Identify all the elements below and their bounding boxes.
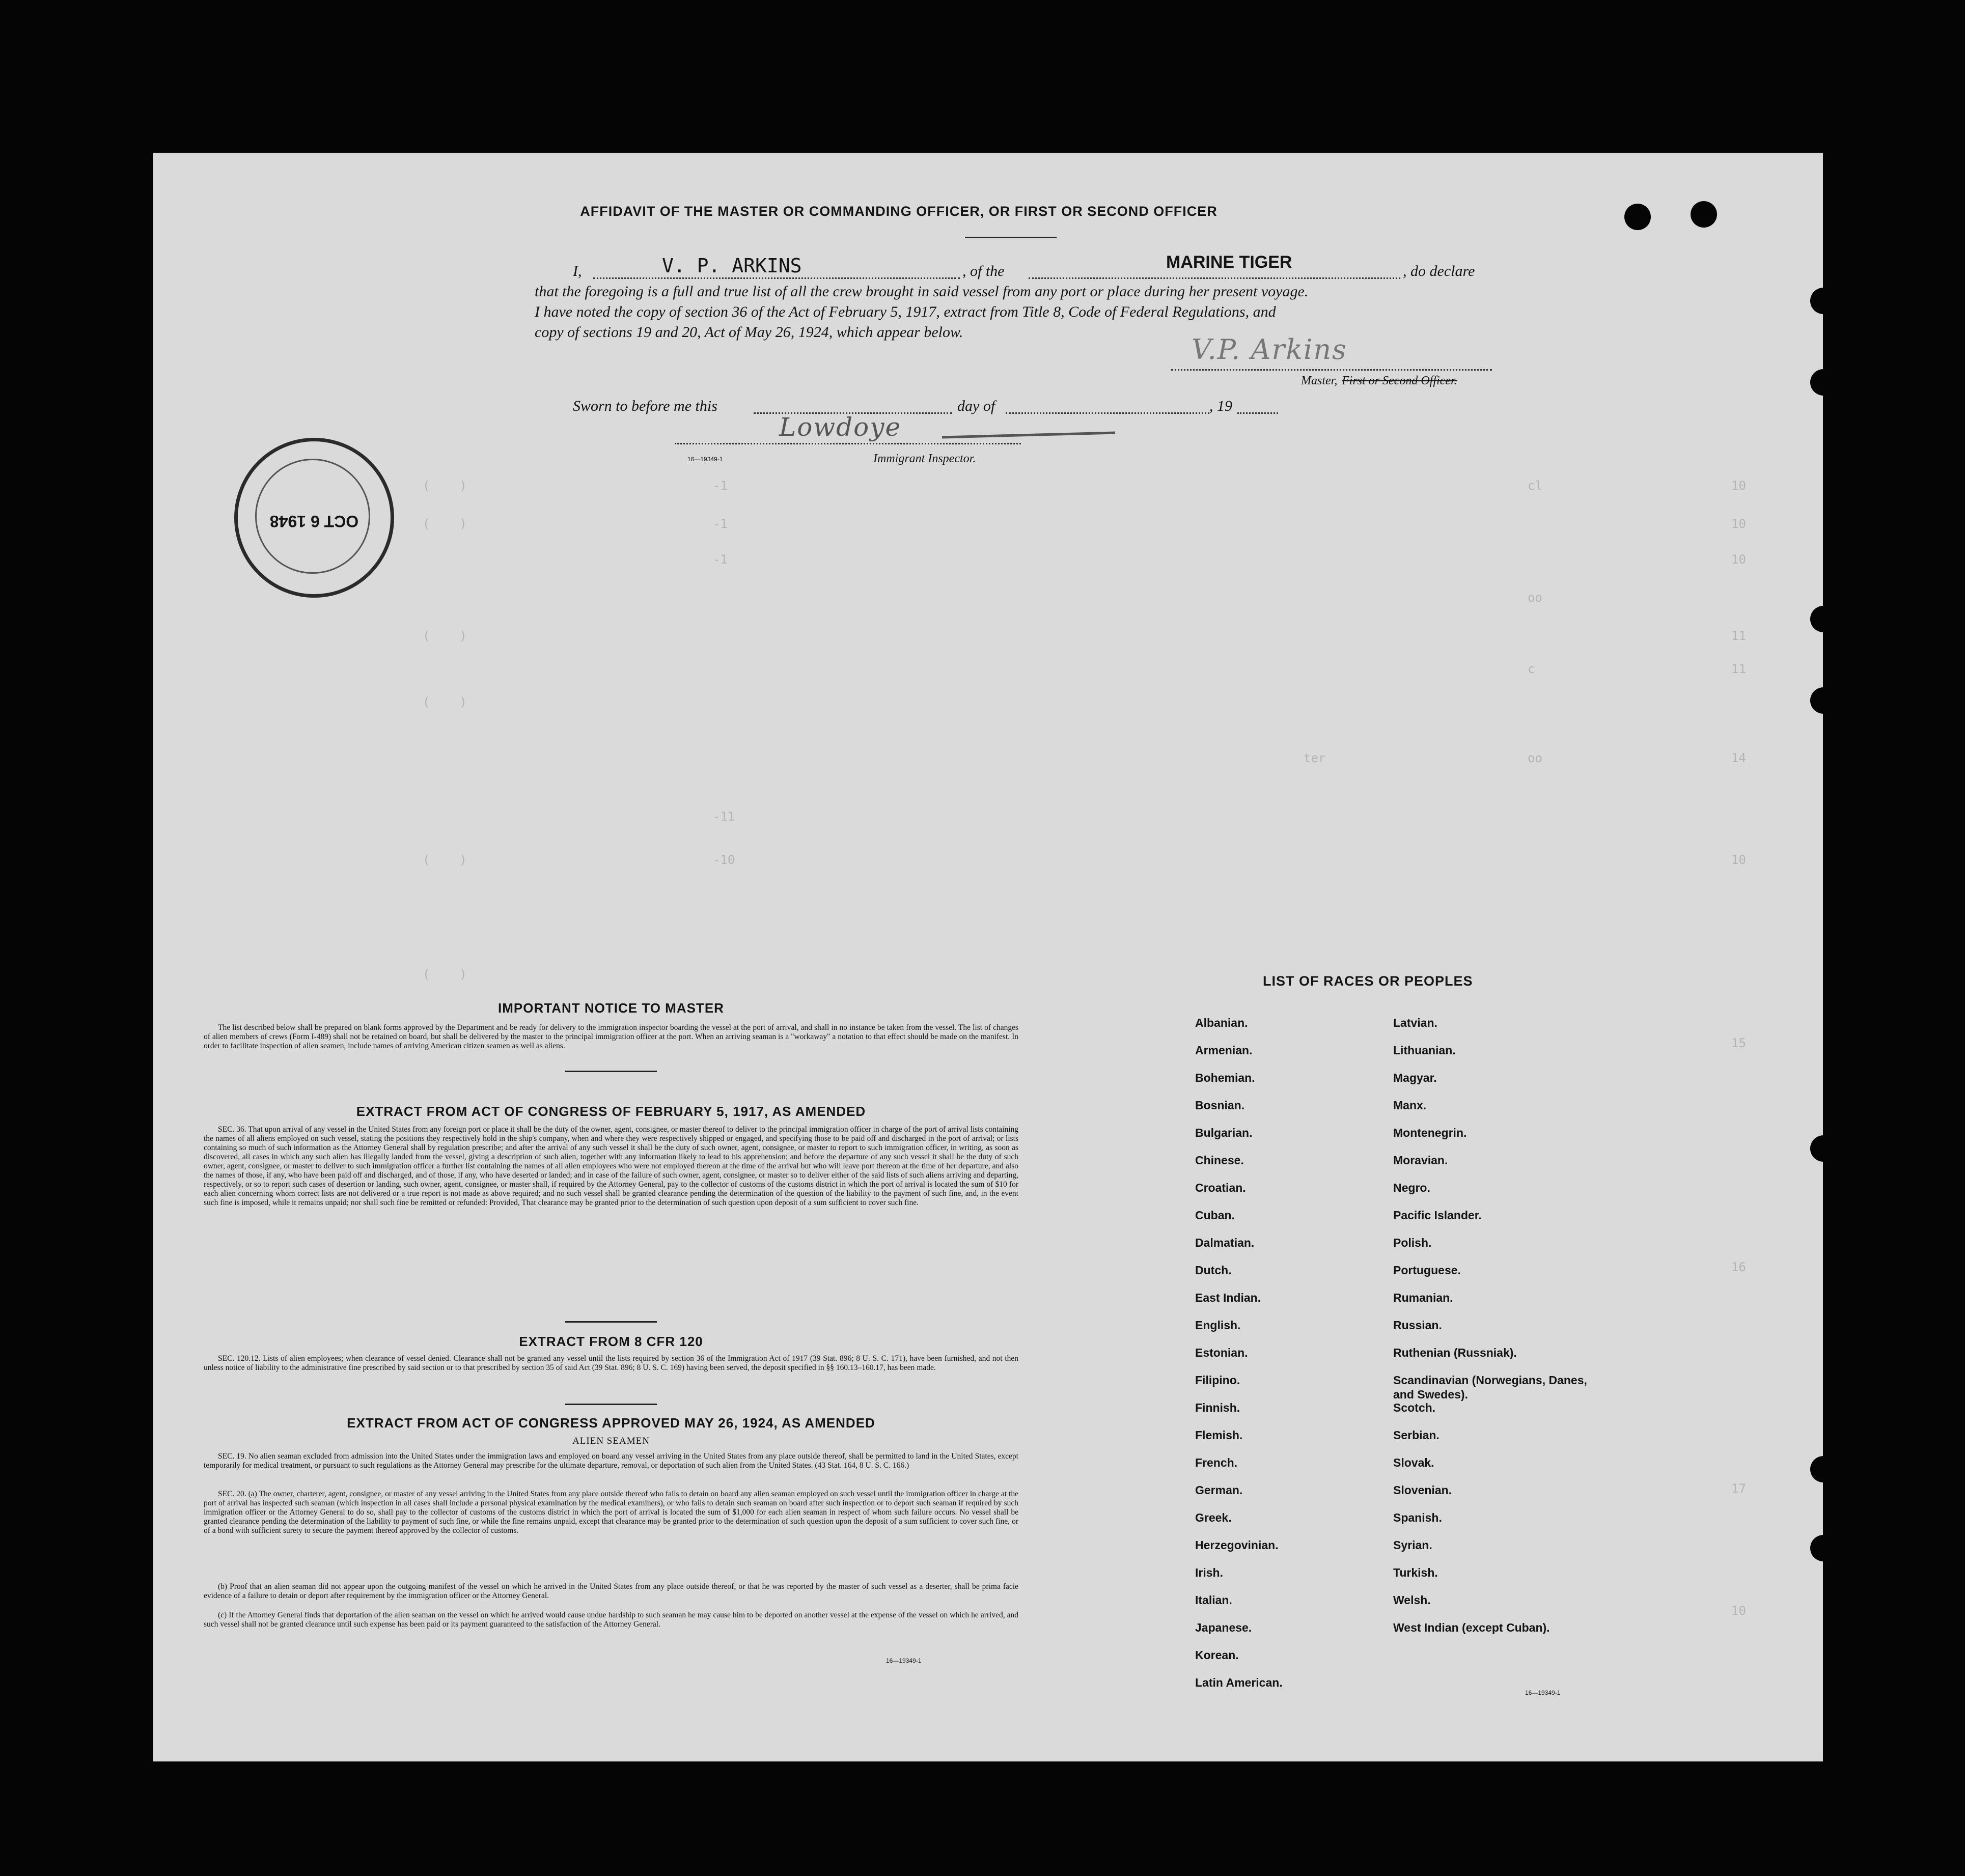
master-signature-line bbox=[1171, 369, 1492, 371]
race-item: Bulgarian. bbox=[1195, 1126, 1253, 1139]
bleed-through-mark: -1 bbox=[713, 517, 728, 531]
bleed-through-mark: -10 bbox=[713, 853, 735, 867]
extract-1924-sec20c: (c) If the Attorney General finds that deportation of the alien seaman on the vessel on which he arrived would cause undue hardship to such seaman he may cause him to be deported on another vessel at the expense of the vessel on which he arrived, and such vessel shall not be granted clearance until such expense has been paid or its payment guaranteed to the satisfaction of the Attorney General. bbox=[204, 1611, 1018, 1629]
extract-1917-divider bbox=[565, 1321, 657, 1323]
sworn-year-line bbox=[1237, 412, 1278, 414]
race-item: Dutch. bbox=[1195, 1264, 1232, 1277]
punch-hole bbox=[1691, 201, 1717, 228]
race-item: Magyar. bbox=[1393, 1071, 1437, 1084]
bleed-through-mark: 10 bbox=[1731, 479, 1746, 493]
bleed-through-mark: 10 bbox=[1731, 517, 1746, 531]
race-item: Italian. bbox=[1195, 1593, 1232, 1607]
punch-hole bbox=[1810, 369, 1837, 396]
bleed-through-mark: ( ) bbox=[423, 853, 467, 867]
affidavit-body-line-2: I have noted the copy of section 36 of the Act of February 5, 1917, extract from Title 8, Code of Federal Regulations, and bbox=[535, 303, 1276, 320]
race-item: Irish. bbox=[1195, 1566, 1223, 1579]
extract-form-number: 16—19349-1 bbox=[886, 1657, 922, 1664]
affidavit-i-label: I, bbox=[573, 263, 582, 279]
vessel-name: MARINE TIGER bbox=[1166, 253, 1292, 272]
race-item: West Indian (except Cuban). bbox=[1393, 1621, 1550, 1634]
race-item: Latin American. bbox=[1195, 1676, 1283, 1689]
race-item: Estonian. bbox=[1195, 1346, 1248, 1359]
race-item: Bosnian. bbox=[1195, 1099, 1245, 1112]
race-item: Pacific Islander. bbox=[1393, 1209, 1482, 1222]
race-item: Montenegrin. bbox=[1393, 1126, 1467, 1139]
bleed-through-mark: -1 bbox=[713, 552, 728, 567]
inspector-signature: Lowdoye bbox=[779, 412, 902, 442]
race-item: French. bbox=[1195, 1456, 1238, 1469]
affidavit-body-line-3: copy of sections 19 and 20, Act of May 26, 1924, which appear below. bbox=[535, 324, 963, 341]
extract-1924-sec19: SEC. 19. No alien seaman excluded from admission into the United States under the immigration laws and employed on board any vessel arriving in the United States from any place outside thereof, shall be permitted to land in the United States, except temporarily for medical treatment, or pursuant to such regulations as the Attorney General may prescribe for the ultimate departure, removal, or deportation of such alien from the United States. (43 Stat. 164, 8 U. S. C. 166.) bbox=[204, 1452, 1018, 1470]
race-item: Latvian. bbox=[1393, 1016, 1437, 1029]
races-form-number: 16—19349-1 bbox=[1525, 1689, 1561, 1696]
master-name: V. P. ARKINS bbox=[662, 255, 802, 277]
bleed-through-mark: cl bbox=[1528, 479, 1542, 493]
bleed-through-mark: 15 bbox=[1731, 1036, 1746, 1050]
master-signature: V.P. Arkins bbox=[1192, 333, 1347, 366]
affidavit-body-line-1: that the foregoing is a full and true list of all the crew brought in said vessel from any port or place during her present voyage. bbox=[535, 283, 1309, 300]
extract-1924-sec20b: (b) Proof that an alien seaman did not appear upon the outgoing manifest of the vessel on which he arrived in the United States from any place outside thereof, or that he was reported by the master of such vessel as a deserter, shall be prima facie evidence of a failure to detain or deport after requirement by the immigration officer or the Attorney General. bbox=[204, 1582, 1018, 1600]
race-item: Albanian. bbox=[1195, 1016, 1248, 1029]
bleed-through-mark: 17 bbox=[1731, 1481, 1746, 1496]
extract-cfr-title: EXTRACT FROM 8 CFR 120 bbox=[519, 1334, 703, 1349]
bleed-through-mark: ( ) bbox=[423, 479, 467, 493]
sworn-label: Sworn to before me this bbox=[573, 398, 717, 414]
date-stamp bbox=[234, 438, 394, 598]
race-item: Russian. bbox=[1393, 1319, 1442, 1332]
race-item: Bohemian. bbox=[1195, 1071, 1255, 1084]
affidavit-do-declare: , do declare bbox=[1403, 263, 1475, 279]
extract-1917-text: SEC. 36. That upon arrival of any vessel in the United States from any foreign port or place it shall be the duty of the owner, agent, consignee, or master thereof to deliver to the principal immigration officer in charge of the port of arrival lists containing the names of all aliens employed on such vessel, stating the positions they respectively hold in the ship's company, when and where they were respectively shipped or engaged, and specifying those to be paid off and discharged in the port of arrival; or lists containing so much of such information as the Attorney General shall by regulation prescribe; and after the arrival of any such vessel it shall be the duty of such owner, agent, consignee, or master to report to such immigration officer, in writing, as soon as discovered, all cases in which any such alien has illegally landed from the vessel, giving a description of such alien, together with any information likely to lead to his apprehension; and before the departure of any such vessel it shall be the duty of such owner, agent, consignee, or master to deliver to such immigration officer a further list containing the names of all alien employees who were not employed thereon at the time of the arrival but who will leave port thereon at the time of her departure, and also the names of those, if any, who have been paid off and discharged, and of those, if any, who have deserted or landed; and in case of the failure of such owner, agent, consignee, or master so to deliver either of the said lists of such aliens arriving and departing, respectively, or so to report such cases of desertion or landing, such owner, agent, consignee, or master shall, if required by the Attorney General, pay to the collector of customs of the customs district in which the port of arrival is located the sum of $10 for each alien concerning whom correct lists are not delivered or a true report is not made as above required; and no such vessel shall be granted clearance pending the determination of the question of the liability to the payment of such fine, and, in the event such fine is imposed, while it remains unpaid; nor shall such fine be remitted or refunded: Provided, That clearance may be granted prior to the determination of such question upon deposit of a sum sufficient to cover such fine. bbox=[204, 1125, 1018, 1207]
race-item: Dalmatian. bbox=[1195, 1236, 1255, 1249]
race-item: Ruthenian (Russniak). bbox=[1393, 1346, 1517, 1359]
inspector-title: Immigrant Inspector. bbox=[873, 452, 976, 465]
race-item: Polish. bbox=[1393, 1236, 1432, 1249]
day-of-label: day of bbox=[957, 398, 995, 414]
race-item: Scotch. bbox=[1393, 1401, 1436, 1414]
race-item: Armenian. bbox=[1195, 1044, 1253, 1057]
notice-text: The list described below shall be prepared on blank forms approved by the Department and be ready for delivery to the immigration inspector boarding the vessel at the port of arrival, and shall in no instance be taken from the vessel. The list of changes of alien members of crews (Form I-489) shall not be retained on board, but shall be delivered by the master to the principal immigration officer at the port. When an arriving seaman is a "workaway" a notation to that effect should be made on the manifest. In order to facilitate inspection of alien seamen, include names of arriving American citizen seamen as well as aliens. bbox=[204, 1023, 1018, 1050]
heading-divider bbox=[965, 237, 1057, 238]
extract-1917-title: EXTRACT FROM ACT OF CONGRESS OF FEBRUARY 5, 1917, AS AMENDED bbox=[356, 1104, 866, 1119]
punch-hole bbox=[1810, 1456, 1837, 1482]
bleed-through-mark: ter bbox=[1304, 751, 1326, 765]
extract-1924-title: EXTRACT FROM ACT OF CONGRESS APPROVED MAY 26, 1924, AS AMENDED bbox=[347, 1415, 875, 1431]
race-item: Rumanian. bbox=[1393, 1291, 1453, 1304]
master-name-line bbox=[593, 277, 960, 279]
race-item: East Indian. bbox=[1195, 1291, 1261, 1304]
race-item: Portuguese. bbox=[1393, 1264, 1461, 1277]
extract-1924-sec20a: SEC. 20. (a) The owner, charterer, agent, consignee, or master of any vessel arriving in the United States from any place outside thereof who fails to detain on board any alien seaman employed on such vessel until the immigration officer in charge at the port of arrival has inspected such seaman (which inspection in all cases shall include a personal physical examination by the medical examiners), or who fails to detain such seaman on board after such inspection or to deport such seaman if required by such immigration officer or the Attorney General to do so, shall pay to the collector of customs of the customs district in which the port of arrival is located the sum of $1,000 for each alien seaman in respect of whom such failure occurs. No vessel shall be granted clearance pending the determination of the liability to payment of such fine, or while the fine remains unpaid, except that clearance may be granted prior to the determination of such question upon the deposit of a sum sufficient to cover such fine, or of a bond with sufficient surety to secure the payment thereof approved by the collector of customs. bbox=[204, 1490, 1018, 1535]
races-column-1 bbox=[1195, 1016, 1373, 1703]
document-page bbox=[153, 153, 1823, 1761]
bleed-through-mark: 14 bbox=[1731, 751, 1746, 765]
races-column-2 bbox=[1393, 1016, 1592, 1648]
extract-cfr-divider bbox=[565, 1404, 657, 1405]
race-item: Herzegovinian. bbox=[1195, 1538, 1279, 1552]
race-item: Slovak. bbox=[1393, 1456, 1434, 1469]
race-item: Japanese. bbox=[1195, 1621, 1252, 1634]
bleed-through-mark: c bbox=[1528, 662, 1535, 676]
punch-hole bbox=[1810, 606, 1837, 632]
race-item: Scandinavian (Norwegians, Danes, and Swedes). bbox=[1393, 1374, 1587, 1401]
bleed-through-mark: 10 bbox=[1731, 1604, 1746, 1618]
race-item: Welsh. bbox=[1393, 1593, 1431, 1607]
race-item: Serbian. bbox=[1393, 1429, 1440, 1442]
vessel-name-line bbox=[1029, 277, 1400, 279]
affidavit-of-the: , of the bbox=[962, 263, 1005, 279]
bleed-through-mark: ( ) bbox=[423, 967, 467, 982]
race-item: Spanish. bbox=[1393, 1511, 1442, 1524]
stamp-date: OCT 6 1948 bbox=[269, 512, 359, 530]
bleed-through-mark: -11 bbox=[713, 809, 735, 824]
race-item: Turkish. bbox=[1393, 1566, 1438, 1579]
bleed-through-mark: -1 bbox=[713, 479, 728, 493]
bleed-through-mark: 10 bbox=[1731, 552, 1746, 567]
bleed-through-mark: ( ) bbox=[423, 629, 467, 643]
race-item: Syrian. bbox=[1393, 1538, 1432, 1552]
race-item: Flemish. bbox=[1195, 1429, 1243, 1442]
bleed-through-mark: oo bbox=[1528, 751, 1542, 765]
bleed-through-mark: ( ) bbox=[423, 517, 467, 531]
inspector-signature-line bbox=[675, 443, 1021, 444]
notice-title: IMPORTANT NOTICE TO MASTER bbox=[498, 1000, 724, 1016]
punch-hole bbox=[1810, 1135, 1837, 1162]
race-item: Croatian. bbox=[1195, 1181, 1246, 1194]
race-item: Greek. bbox=[1195, 1511, 1232, 1524]
extract-cfr-text: SEC. 120.12. Lists of alien employees; when clearance of vessel denied. Clearance shall not be granted any vessel until the lists required by section 36 of the Immigration Act of 1917 (39 Stat. 896; 8 U. S. C. 171), have been furnished, and not then unless notice of liability to the administrative fine prescribed by said section or to that prescribed by section 35 of said Act (39 Stat. 896; 8 U. S. C. 169) having been served, the deposit specified in §§ 160.13–160.17, has been made. bbox=[204, 1354, 1018, 1372]
race-item: Slovenian. bbox=[1393, 1483, 1452, 1497]
master-title: Master, bbox=[1301, 374, 1338, 387]
race-item: German. bbox=[1195, 1483, 1243, 1497]
bleed-through-mark: oo bbox=[1528, 591, 1542, 605]
punch-hole bbox=[1810, 288, 1837, 314]
race-item: Finnish. bbox=[1195, 1401, 1240, 1414]
race-item: Filipino. bbox=[1195, 1374, 1240, 1387]
race-item: Moravian. bbox=[1393, 1154, 1448, 1167]
sworn-month-line bbox=[1006, 412, 1209, 414]
bleed-through-mark: 11 bbox=[1731, 662, 1746, 676]
races-title: LIST OF RACES OR PEOPLES bbox=[1263, 973, 1473, 989]
race-item: English. bbox=[1195, 1319, 1241, 1332]
signature-flourish bbox=[942, 432, 1115, 439]
bleed-through-mark: 16 bbox=[1731, 1260, 1746, 1274]
race-item: Lithuanian. bbox=[1393, 1044, 1456, 1057]
extract-1924-subtitle: ALIEN SEAMEN bbox=[572, 1436, 650, 1446]
notice-divider bbox=[565, 1071, 657, 1072]
affidavit-heading: AFFIDAVIT OF THE MASTER OR COMMANDING OFFICER, OR FIRST OR SECOND OFFICER bbox=[580, 204, 1217, 219]
struck-officer-title: First or Second Officer. bbox=[1342, 374, 1457, 387]
punch-hole bbox=[1624, 204, 1651, 230]
race-item: Negro. bbox=[1393, 1181, 1430, 1194]
punch-hole bbox=[1810, 1535, 1837, 1561]
bleed-through-mark: 10 bbox=[1731, 853, 1746, 867]
race-item: Chinese. bbox=[1195, 1154, 1244, 1167]
bleed-through-mark: 11 bbox=[1731, 629, 1746, 643]
race-item: Cuban. bbox=[1195, 1209, 1235, 1222]
race-item: Manx. bbox=[1393, 1099, 1427, 1112]
punch-hole bbox=[1810, 687, 1837, 714]
year-prefix: , 19 bbox=[1209, 398, 1232, 414]
affidavit-form-number: 16—19349-1 bbox=[687, 456, 723, 463]
race-item: Korean. bbox=[1195, 1648, 1239, 1662]
bleed-through-mark: ( ) bbox=[423, 695, 467, 709]
